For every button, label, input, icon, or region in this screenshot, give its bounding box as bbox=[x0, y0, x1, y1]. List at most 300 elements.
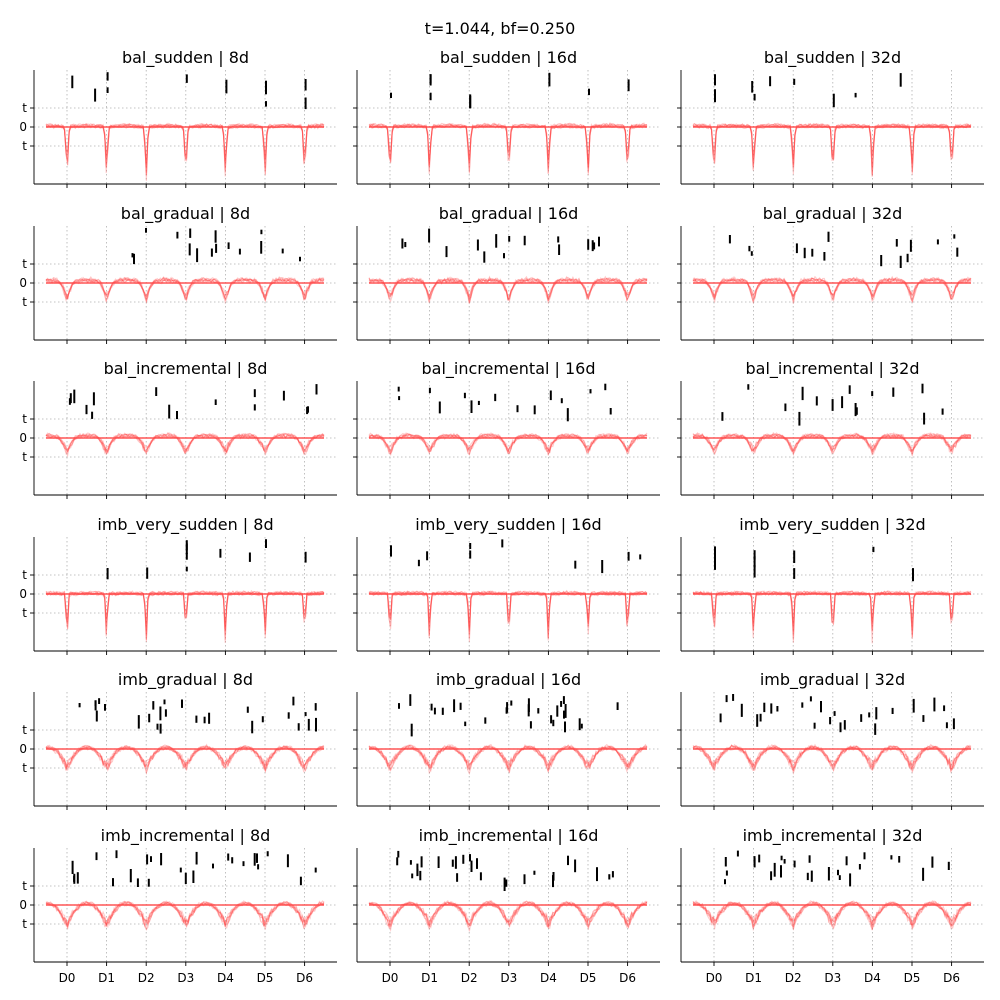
drift-marker bbox=[95, 700, 97, 706]
drift-marker bbox=[464, 393, 466, 398]
drift-marker bbox=[159, 707, 161, 721]
drift-marker bbox=[844, 720, 846, 730]
x-tick-label: D3 bbox=[824, 971, 842, 985]
drift-marker bbox=[315, 868, 317, 873]
drift-marker bbox=[807, 873, 809, 880]
drift-marker bbox=[933, 698, 935, 712]
drift-marker bbox=[793, 79, 795, 85]
drift-marker bbox=[751, 81, 753, 93]
drift-marker bbox=[93, 392, 95, 405]
drift-marker bbox=[133, 254, 135, 264]
drift-marker bbox=[471, 861, 473, 872]
drift-marker bbox=[430, 75, 432, 84]
drift-marker bbox=[737, 851, 739, 857]
drift-marker bbox=[849, 873, 851, 886]
drift-marker bbox=[308, 719, 310, 731]
drift-marker bbox=[841, 396, 843, 408]
panel-title: imb_very_sudden | 32d bbox=[739, 515, 926, 534]
drift-marker bbox=[150, 856, 152, 862]
panel bbox=[677, 204, 984, 344]
drift-marker bbox=[421, 856, 423, 867]
x-tick-label: D5 bbox=[256, 971, 274, 985]
drift-marker bbox=[204, 717, 206, 724]
drift-marker bbox=[452, 860, 454, 867]
drift-marker bbox=[754, 94, 756, 101]
drift-marker bbox=[639, 554, 641, 559]
drift-marker bbox=[434, 708, 436, 715]
drift-marker bbox=[505, 880, 507, 887]
drift-marker bbox=[754, 565, 756, 577]
drift-marker bbox=[446, 246, 448, 257]
drift-marker bbox=[480, 872, 482, 880]
drift-marker bbox=[598, 237, 600, 247]
panel-title: bal_sudden | 32d bbox=[763, 48, 902, 67]
drift-marker bbox=[567, 856, 569, 865]
drift-marker bbox=[721, 412, 723, 421]
drift-marker bbox=[180, 868, 182, 873]
drift-marker bbox=[398, 396, 400, 400]
drift-marker bbox=[574, 561, 576, 569]
drift-marker bbox=[912, 568, 914, 581]
drift-marker bbox=[79, 703, 81, 707]
drift-marker bbox=[181, 700, 183, 708]
x-tick-label: D5 bbox=[579, 971, 597, 985]
panel bbox=[353, 359, 660, 499]
drift-marker bbox=[231, 857, 233, 863]
drift-marker bbox=[754, 856, 756, 863]
drift-marker bbox=[148, 714, 150, 723]
x-tick-label: D6 bbox=[296, 971, 314, 985]
drift-marker bbox=[477, 240, 479, 251]
drift-marker bbox=[148, 879, 150, 887]
drift-marker bbox=[305, 712, 307, 716]
drift-marker bbox=[720, 714, 722, 723]
drift-marker bbox=[587, 239, 589, 250]
drift-marker bbox=[714, 74, 716, 85]
panel-title: imb_incremental | 8d bbox=[100, 826, 271, 845]
drift-marker bbox=[315, 703, 317, 711]
x-tick-label: D3 bbox=[500, 971, 518, 985]
drift-marker bbox=[913, 699, 915, 713]
drift-marker bbox=[98, 698, 100, 704]
drift-marker bbox=[265, 101, 267, 107]
drift-marker bbox=[840, 722, 842, 732]
drift-marker bbox=[581, 724, 583, 729]
drift-marker bbox=[265, 539, 267, 548]
drift-marker bbox=[283, 391, 285, 401]
y-tick-label: 0 bbox=[19, 742, 27, 756]
drift-marker bbox=[165, 709, 167, 716]
drift-marker bbox=[288, 712, 290, 718]
drift-marker bbox=[864, 852, 866, 859]
drift-marker bbox=[892, 708, 894, 714]
drift-marker bbox=[811, 871, 813, 882]
panel bbox=[19, 204, 337, 344]
chart-suptitle: t=1.044, bf=0.250 bbox=[424, 19, 576, 38]
drift-marker bbox=[239, 249, 241, 255]
series-line bbox=[46, 277, 324, 302]
panel-title: bal_incremental | 8d bbox=[103, 359, 268, 378]
y-tick-label: 0 bbox=[19, 898, 27, 912]
drift-marker bbox=[811, 249, 813, 257]
drift-marker bbox=[300, 877, 302, 886]
drift-marker bbox=[747, 384, 749, 390]
drift-marker bbox=[464, 722, 466, 727]
drift-marker bbox=[530, 721, 532, 728]
drift-marker bbox=[567, 408, 569, 421]
drift-marker bbox=[73, 390, 75, 404]
drift-marker bbox=[256, 853, 258, 863]
drift-marker bbox=[839, 875, 841, 880]
drift-marker bbox=[837, 870, 839, 875]
drift-marker bbox=[401, 239, 403, 249]
drift-marker bbox=[254, 853, 256, 866]
drift-marker bbox=[820, 701, 822, 712]
drift-marker bbox=[849, 385, 851, 394]
drift-marker bbox=[94, 89, 96, 102]
panel-title: imb_very_sudden | 16d bbox=[415, 515, 602, 534]
panel bbox=[677, 826, 984, 985]
drift-marker bbox=[948, 862, 950, 870]
drift-marker bbox=[923, 413, 925, 425]
drift-marker bbox=[524, 236, 526, 246]
drift-marker bbox=[596, 867, 598, 881]
drift-marker bbox=[860, 714, 862, 722]
x-tick-label: D0 bbox=[705, 971, 723, 985]
drift-marker bbox=[828, 867, 830, 881]
drift-marker bbox=[859, 864, 861, 870]
drift-marker bbox=[196, 248, 198, 262]
drift-marker bbox=[900, 256, 902, 268]
drift-marker bbox=[478, 401, 480, 405]
drift-marker bbox=[726, 871, 728, 876]
drift-marker bbox=[758, 855, 760, 863]
drift-marker bbox=[557, 236, 559, 242]
drift-marker bbox=[196, 852, 198, 865]
drift-marker bbox=[552, 720, 554, 726]
drift-marker bbox=[494, 394, 496, 401]
panel bbox=[677, 359, 984, 499]
drift-marker bbox=[417, 869, 419, 876]
drift-marker bbox=[922, 384, 924, 394]
drift-marker bbox=[770, 871, 772, 880]
drift-marker bbox=[558, 244, 560, 255]
panel-title: bal_sudden | 16d bbox=[439, 48, 578, 67]
drift-marker bbox=[628, 79, 630, 85]
drift-marker bbox=[429, 388, 431, 393]
y-tick-label: t bbox=[22, 568, 27, 582]
drift-marker bbox=[533, 871, 535, 875]
drift-marker bbox=[282, 249, 284, 254]
panel-title: imb_gradual | 32d bbox=[759, 670, 906, 689]
drift-marker bbox=[476, 858, 478, 869]
drift-marker bbox=[714, 89, 716, 102]
panel-title: imb_incremental | 16d bbox=[418, 826, 599, 845]
drift-marker bbox=[590, 389, 592, 393]
drift-marker bbox=[780, 865, 782, 877]
drift-marker bbox=[469, 94, 471, 108]
y-tick-label: t bbox=[22, 761, 27, 775]
panel-title: bal_gradual | 16d bbox=[438, 204, 579, 223]
drift-marker bbox=[267, 851, 269, 856]
drift-marker bbox=[802, 387, 804, 400]
drift-marker bbox=[809, 855, 811, 863]
drift-marker bbox=[265, 81, 267, 95]
drift-marker bbox=[176, 232, 178, 239]
drift-marker bbox=[96, 711, 98, 722]
drift-marker bbox=[510, 701, 512, 706]
drift-marker bbox=[185, 873, 187, 884]
drift-marker bbox=[146, 568, 148, 579]
drift-marker bbox=[215, 230, 217, 242]
x-tick-label: D2 bbox=[460, 971, 478, 985]
y-tick-label: 0 bbox=[19, 276, 27, 290]
drift-marker bbox=[550, 715, 552, 723]
drift-marker bbox=[160, 724, 162, 734]
drift-marker bbox=[793, 568, 795, 579]
drift-marker bbox=[96, 852, 98, 860]
y-tick-label: t bbox=[22, 295, 27, 309]
x-tick-label: D6 bbox=[943, 971, 961, 985]
drift-marker bbox=[453, 699, 455, 712]
drift-marker bbox=[931, 857, 933, 868]
drift-marker bbox=[871, 391, 873, 396]
x-tick-label: D2 bbox=[137, 971, 155, 985]
drift-marker bbox=[410, 860, 412, 865]
drift-marker bbox=[872, 547, 874, 552]
x-tick-label: D2 bbox=[784, 971, 802, 985]
drift-marker bbox=[725, 857, 727, 867]
drift-marker bbox=[155, 387, 157, 396]
drift-marker bbox=[292, 697, 294, 706]
drift-marker bbox=[189, 229, 191, 238]
drift-marker bbox=[506, 702, 508, 713]
drift-marker bbox=[176, 411, 178, 419]
drift-marker bbox=[418, 560, 420, 566]
drift-marker bbox=[249, 553, 251, 562]
drift-marker bbox=[243, 861, 245, 866]
drift-marker bbox=[483, 251, 485, 262]
drift-marker bbox=[953, 234, 955, 238]
drift-marker bbox=[501, 539, 503, 547]
drift-marker bbox=[823, 252, 825, 261]
drift-marker bbox=[956, 248, 958, 257]
drift-marker bbox=[946, 722, 948, 728]
drift-marker bbox=[517, 405, 519, 412]
drift-marker bbox=[442, 708, 444, 715]
x-tick-label: D4 bbox=[863, 971, 881, 985]
drift-marker bbox=[563, 696, 565, 704]
drift-marker bbox=[537, 708, 539, 713]
drift-marker bbox=[550, 391, 552, 401]
drift-marker bbox=[814, 723, 816, 729]
drift-marker bbox=[462, 855, 464, 864]
drift-marker bbox=[137, 878, 139, 887]
y-tick-label: t bbox=[22, 917, 27, 931]
drift-marker bbox=[152, 701, 154, 710]
drift-marker bbox=[763, 703, 765, 712]
drift-marker bbox=[756, 714, 758, 727]
drift-marker bbox=[874, 723, 876, 735]
panel-title: imb_incremental | 32d bbox=[742, 826, 923, 845]
x-tick-label: D6 bbox=[619, 971, 637, 985]
drift-marker bbox=[875, 707, 877, 719]
drift-marker bbox=[484, 717, 486, 723]
drift-marker bbox=[168, 405, 170, 419]
y-tick-label: t bbox=[22, 257, 27, 271]
drift-marker bbox=[890, 855, 892, 859]
drift-marker bbox=[254, 404, 256, 410]
drift-marker bbox=[398, 703, 400, 709]
drift-marker bbox=[298, 723, 300, 730]
y-tick-label: t bbox=[22, 139, 27, 153]
series-line bbox=[369, 123, 647, 174]
x-tick-label: D4 bbox=[216, 971, 234, 985]
drift-marker bbox=[72, 861, 74, 874]
panel-title: imb_very_sudden | 8d bbox=[97, 515, 274, 534]
drift-marker bbox=[195, 716, 197, 723]
drift-marker bbox=[943, 705, 945, 711]
drift-marker bbox=[287, 854, 289, 867]
drift-marker bbox=[561, 398, 563, 403]
drift-marker bbox=[86, 405, 88, 414]
panel bbox=[353, 670, 660, 810]
x-tick-label: D5 bbox=[903, 971, 921, 985]
drift-marker bbox=[228, 242, 230, 249]
drift-marker bbox=[160, 853, 162, 865]
x-tick-label: D1 bbox=[745, 971, 763, 985]
drift-marker bbox=[832, 399, 834, 411]
drift-marker bbox=[793, 551, 795, 564]
drift-marker bbox=[880, 255, 882, 266]
y-tick-label: t bbox=[22, 879, 27, 893]
x-tick-label: D3 bbox=[177, 971, 195, 985]
panel bbox=[353, 826, 660, 985]
drift-marker bbox=[534, 405, 536, 414]
drift-marker bbox=[612, 871, 614, 877]
drift-marker bbox=[438, 856, 440, 868]
drift-marker bbox=[732, 694, 734, 701]
panel bbox=[19, 826, 337, 985]
drift-marker bbox=[189, 243, 191, 255]
drift-marker bbox=[748, 246, 750, 251]
panel bbox=[353, 515, 660, 655]
y-tick-label: t bbox=[22, 101, 27, 115]
series-line bbox=[693, 591, 971, 643]
drift-marker bbox=[208, 713, 210, 724]
drift-marker bbox=[254, 389, 256, 397]
drift-marker bbox=[390, 93, 392, 98]
drift-marker bbox=[192, 871, 194, 884]
drift-marker bbox=[794, 861, 796, 868]
drift-marker bbox=[953, 718, 955, 729]
drift-marker bbox=[145, 228, 147, 233]
drift-marker bbox=[754, 550, 756, 559]
drift-marker bbox=[922, 715, 924, 722]
panel-title: imb_gradual | 16d bbox=[435, 670, 582, 689]
drift-marker bbox=[508, 236, 510, 242]
panel bbox=[19, 670, 337, 810]
drift-marker bbox=[922, 868, 924, 881]
drift-marker bbox=[617, 702, 619, 710]
drift-marker bbox=[556, 705, 558, 716]
drift-marker bbox=[548, 73, 550, 87]
y-tick-label: 0 bbox=[19, 431, 27, 445]
drift-marker bbox=[810, 696, 812, 701]
drift-marker bbox=[215, 399, 217, 405]
drift-marker bbox=[942, 409, 944, 415]
drift-marker bbox=[430, 93, 432, 101]
drift-marker bbox=[564, 722, 566, 733]
drift-marker bbox=[251, 721, 253, 734]
drift-marker bbox=[579, 718, 581, 730]
drift-marker bbox=[588, 89, 590, 95]
drift-marker bbox=[829, 717, 831, 724]
drift-marker bbox=[431, 704, 433, 711]
drift-marker bbox=[469, 854, 471, 861]
drift-marker bbox=[937, 239, 939, 244]
drift-marker bbox=[411, 724, 413, 737]
drift-marker bbox=[907, 254, 909, 262]
drift-marker bbox=[91, 412, 93, 419]
panel bbox=[677, 48, 984, 188]
drift-marker bbox=[471, 400, 473, 413]
drift-marker bbox=[781, 856, 783, 861]
drift-marker bbox=[104, 704, 106, 711]
drift-marker bbox=[305, 79, 307, 91]
panel-title: bal_gradual | 8d bbox=[120, 204, 251, 223]
x-tick-label: D4 bbox=[539, 971, 557, 985]
drift-marker bbox=[804, 248, 806, 258]
x-tick-label: D1 bbox=[98, 971, 116, 985]
drift-marker bbox=[260, 230, 262, 235]
drift-marker bbox=[225, 80, 227, 94]
y-tick-label: t bbox=[22, 450, 27, 464]
panel-title: imb_gradual | 8d bbox=[117, 670, 254, 689]
drift-marker bbox=[262, 716, 264, 722]
drift-marker bbox=[316, 384, 318, 394]
panel-title: bal_gradual | 32d bbox=[762, 204, 903, 223]
drift-marker bbox=[257, 864, 259, 869]
drift-marker bbox=[769, 76, 771, 86]
drift-marker bbox=[900, 73, 902, 87]
drift-marker bbox=[456, 873, 458, 882]
panel bbox=[677, 670, 984, 810]
drift-marker bbox=[396, 857, 398, 865]
drift-marker bbox=[404, 242, 406, 247]
drift-marker bbox=[834, 711, 836, 716]
panel bbox=[677, 515, 984, 655]
panel bbox=[19, 359, 337, 499]
drift-marker bbox=[610, 408, 612, 415]
drift-marker bbox=[784, 859, 786, 864]
drift-marker bbox=[608, 874, 610, 879]
drift-marker bbox=[798, 412, 800, 426]
drift-marker bbox=[70, 393, 72, 403]
drift-marker bbox=[898, 856, 900, 863]
y-tick-label: t bbox=[22, 606, 27, 620]
drift-marker bbox=[628, 84, 630, 91]
drift-marker bbox=[896, 239, 898, 247]
panel-title: bal_sudden | 8d bbox=[121, 48, 250, 67]
drift-marker bbox=[306, 407, 308, 414]
drift-marker bbox=[439, 402, 441, 414]
drift-marker bbox=[592, 240, 594, 251]
drift-marker bbox=[528, 704, 530, 716]
drift-marker bbox=[892, 388, 894, 397]
drift-marker bbox=[828, 232, 830, 242]
drift-marker bbox=[146, 854, 148, 864]
